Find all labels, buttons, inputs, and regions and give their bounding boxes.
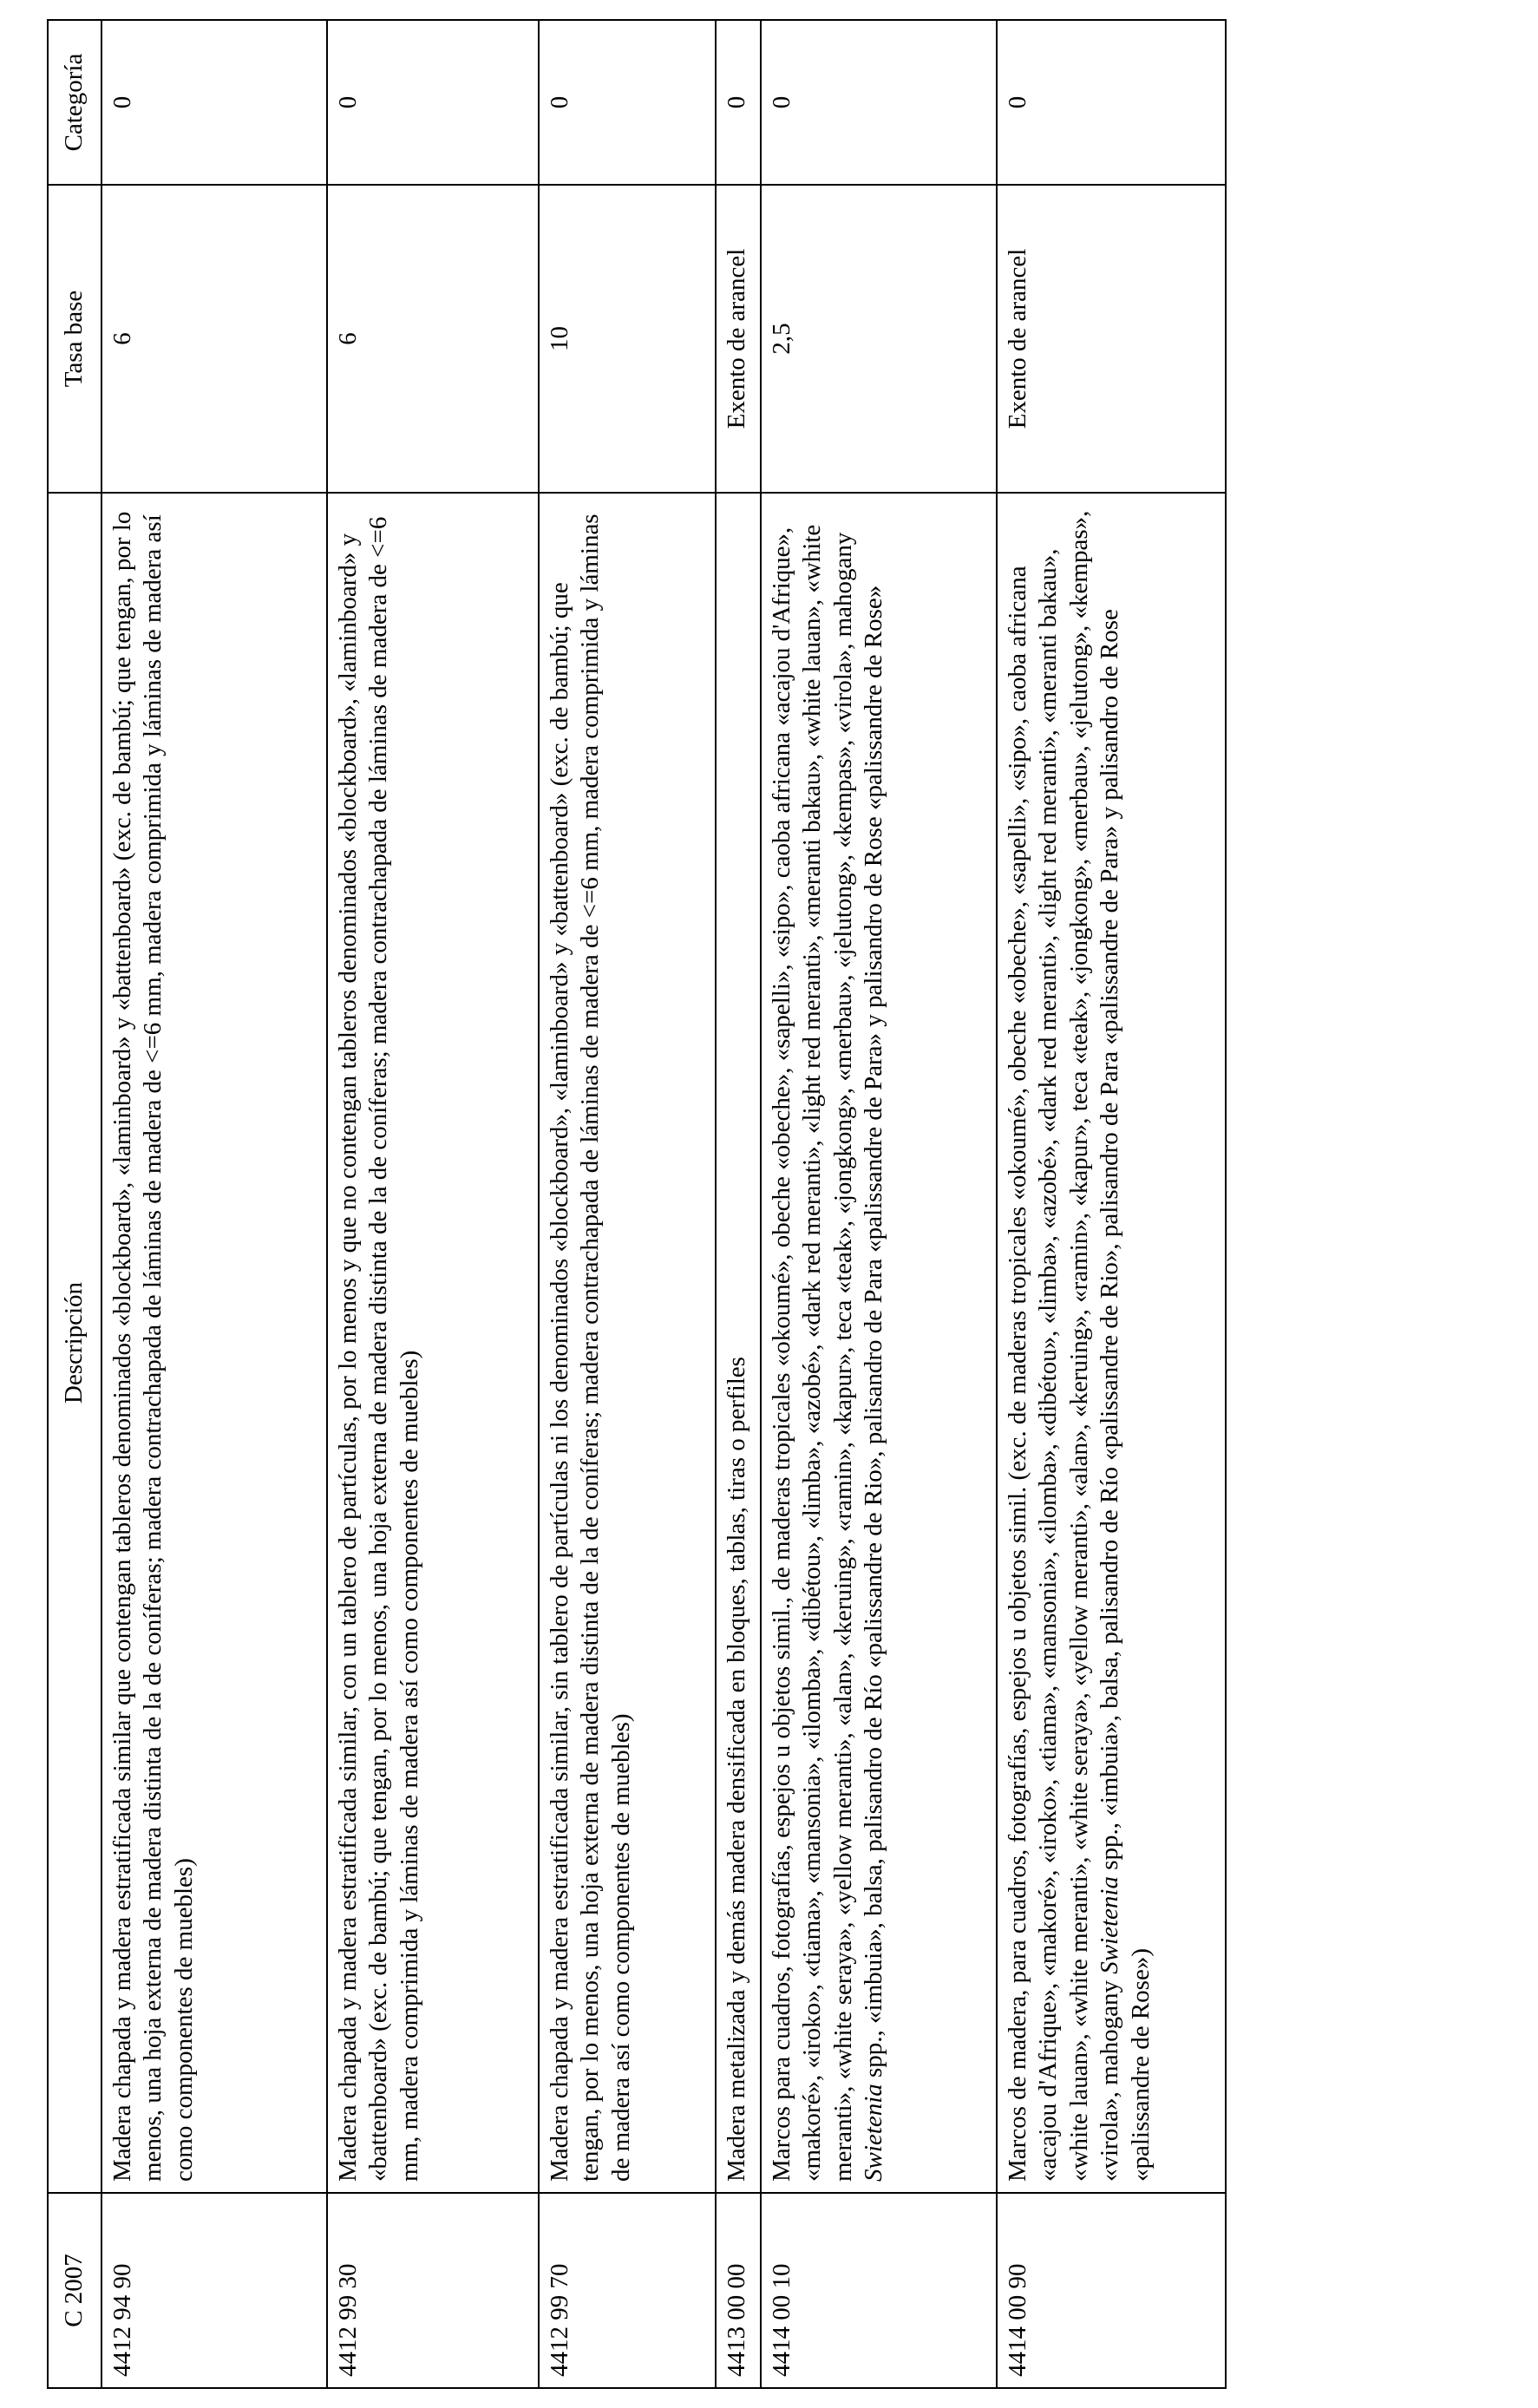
row-category: 0 xyxy=(716,20,761,185)
row-base-rate: 10 xyxy=(539,185,716,493)
row-description: Madera chapada y madera estratificada similar, con un tablero de partículas, por lo menos y que no contengan tableros denominados «blockboard», «laminboard» y «battenboard» (exc. de bambú; que tengan, por lo menos, una hoja externa de madera distinta de la de coníferas; madera contrachapada de láminas de madera de <=6 mm, madera comprimida y láminas de madera así como componentes de muebles) xyxy=(327,493,539,2193)
table-row xyxy=(327,20,539,2388)
header-code: C 2007 xyxy=(48,2193,101,2388)
description-text: Marcos de madera, para cuadros, fotografías, espejos u objetos simil. (exc. de maderas tropicales «okoumé», obeche «obeche», «sapelli», «sipo», caoba africana «acajou d'Afrique», «makoré», «iroko», «tiama», «mansonia», «ilomba», «dibétou», «limba», «azobé», «dark red meranti», «light red meranti», «meranti bakau», «white lauan», «white meranti», «white seraya», «yellow meranti», «alan», «keruing», «ramin», «kapur», teca «teak», «jongkong», «merbau», «jelutong», «kempas», «virola», mahogany xyxy=(1004,510,1124,2182)
row-category: 0 xyxy=(327,20,539,185)
description-text: Marcos para cuadros, fotografías, espejos u objetos simil., de maderas tropicales «okoumé», obeche «obeche», «sapelli», «sipo», caoba africana «acajou d'Afrique», «makoré», «iroko», «tiama», «mansonia», «ilomba», «dibétou», «limba», «azobé», «dark red meranti», «light red meranti», «meranti bakau», «white lauan», «white meranti», «white seraya», «yellow meranti», «alan», «keruing», «ramin», «kapur», teca «teak», «jongkong», «merbau», «jelutong», «kempas», «virola», mahogany xyxy=(768,524,857,2182)
table-row xyxy=(997,20,1226,2388)
description-text: spp., «imbuia», balsa, palisandro de Río «palissandre de Rio», palisandro de Para «palissandre de Para» y palisandro de Rose «palissandre de Rose») xyxy=(1096,609,1155,2182)
row-category: 0 xyxy=(539,20,716,185)
rotated-page-content xyxy=(47,21,1209,2389)
row-base-rate: 2,5 xyxy=(761,185,997,493)
row-category: 0 xyxy=(997,20,1226,185)
header-description: Descripción xyxy=(48,493,101,2193)
row-code: 4414 00 90 xyxy=(997,2193,1226,2388)
row-base-rate: 6 xyxy=(327,185,539,493)
table-row xyxy=(761,20,997,2388)
row-category: 0 xyxy=(761,20,997,185)
row-category: 0 xyxy=(101,20,327,185)
row-code: 4412 94 90 xyxy=(101,2193,327,2388)
header-category: Categoría xyxy=(48,20,101,185)
genus-name: Swietenia xyxy=(1096,1876,1124,1974)
row-code: 4412 99 30 xyxy=(327,2193,539,2388)
table-row xyxy=(101,20,327,2388)
row-code: 4413 00 00 xyxy=(716,2193,761,2388)
table-row xyxy=(716,20,761,2388)
row-base-rate: 6 xyxy=(101,185,327,493)
row-description: Madera chapada y madera estratificada similar, sin tablero de partículas ni los denominados «blockboard», «laminboard» y «battenboard» (exc. de bambú; que tengan, por lo menos, una hoja externa de madera distinta de la de coníferas; madera contrachapada de láminas de madera de <=6 mm, madera comprimida y láminas de madera así como componentes de muebles) xyxy=(539,493,716,2193)
table-row xyxy=(539,20,716,2388)
genus-name: Swietenia xyxy=(860,2084,888,2182)
row-description xyxy=(761,493,997,2193)
header-base-rate: Tasa base xyxy=(48,185,101,493)
row-code: 4412 99 70 xyxy=(539,2193,716,2388)
row-description: Madera metalizada y demás madera densificada en bloques, tablas, tiras o perfiles xyxy=(716,493,761,2193)
tariff-table xyxy=(47,19,1227,2389)
row-base-rate: Exento de arancel xyxy=(997,185,1226,493)
row-description: Madera chapada y madera estratificada similar que contengan tableros denominados «blockboard», «laminboard» y «battenboard» (exc. de bambú; que tengan, por lo menos, una hoja externa de madera distinta de la de coníferas; madera contrachapada de láminas de madera de <=6 mm, madera comprimida y láminas de madera así como componentes de muebles) xyxy=(101,493,327,2193)
row-base-rate: Exento de arancel xyxy=(716,185,761,493)
row-code: 4414 00 10 xyxy=(761,2193,997,2388)
description-text: spp., «imbuia», balsa, palisandro de Río «palissandre de Rio», palisandro de Para «palissandre de Para» y palisandro de Rose «palissandre de Rose» xyxy=(860,585,888,2084)
row-description xyxy=(997,493,1226,2193)
table-header-row xyxy=(48,20,101,2388)
